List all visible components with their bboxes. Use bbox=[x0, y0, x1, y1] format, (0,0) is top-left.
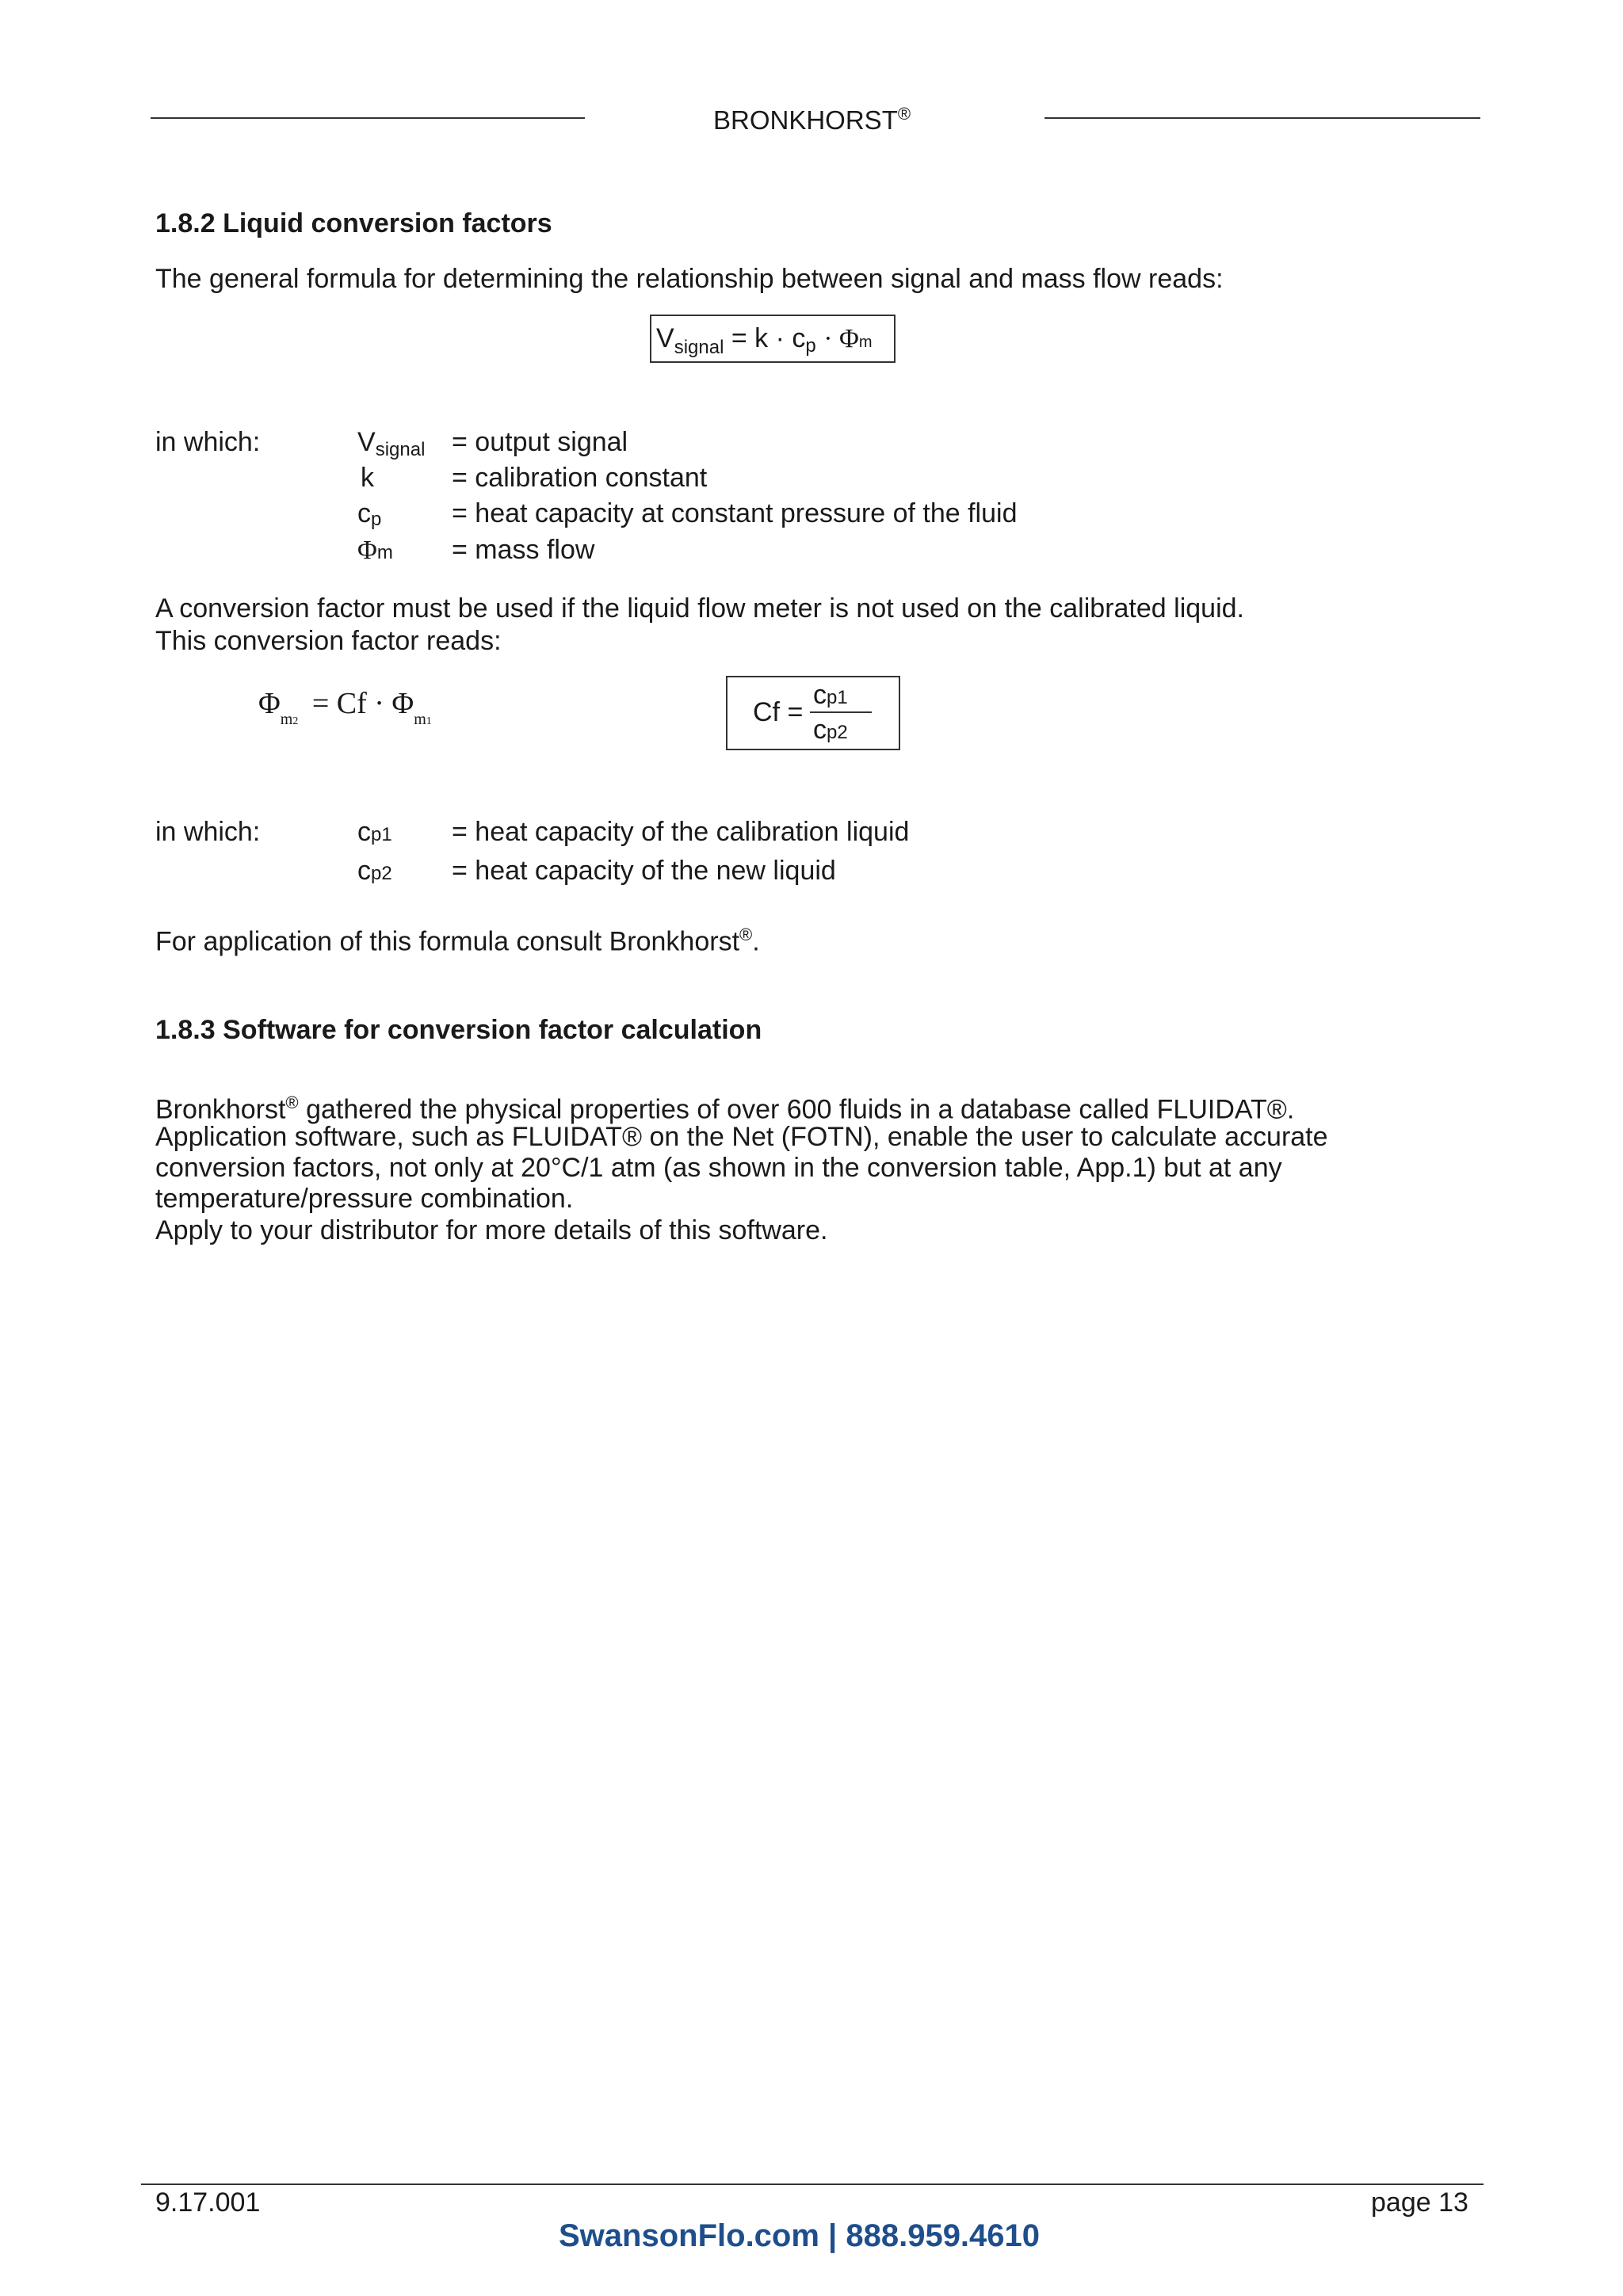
cf-label: Cf = bbox=[753, 697, 804, 727]
def-symbol-cp: cp bbox=[357, 498, 382, 530]
def2-symbol-cp1: cp1 bbox=[357, 817, 392, 847]
def-desc-calibration-constant: = calibration constant bbox=[452, 463, 708, 493]
def2-symbol-cp2: cp2 bbox=[357, 856, 392, 886]
header-rule-right bbox=[1044, 117, 1480, 119]
software-reg-mark: ® bbox=[285, 1093, 299, 1112]
software-line-2: Application software, such as FLUIDAT® on the Net (FOTN), enable the user to calculate accurate bbox=[155, 1122, 1328, 1152]
document-number: 9.17.001 bbox=[155, 2187, 261, 2218]
def-symbol-phi-m: Φm bbox=[357, 536, 393, 565]
intro-paragraph: The general formula for determining the relationship between signal and mass flow reads: bbox=[155, 264, 1224, 294]
cf-numerator: cp1 bbox=[813, 680, 848, 710]
conversion-paragraph-1: A conversion factor must be used if the liquid flow meter is not used on the calibrated liquid. bbox=[155, 593, 1244, 624]
formula-m-sub: m bbox=[858, 334, 873, 351]
def-desc-mass-flow: = mass flow bbox=[452, 535, 595, 565]
fraction-bar bbox=[810, 711, 872, 713]
header-title bbox=[713, 98, 911, 136]
def-symbol-k: k bbox=[361, 463, 374, 493]
software-line-5: Apply to your distributor for more details of this software. bbox=[155, 1215, 828, 1245]
formula-k-c: = k · c bbox=[731, 323, 806, 353]
section-heading-1-8-2: 1.8.2 Liquid conversion factors bbox=[155, 208, 552, 238]
footer-website-link[interactable]: SwansonFlo.com | 888.959.4610 bbox=[559, 2218, 1041, 2253]
formula-v: V bbox=[656, 323, 674, 353]
consult-paragraph: For application of this formula consult Bronkhorst®. bbox=[155, 925, 760, 957]
header-reg-mark: ® bbox=[897, 104, 911, 124]
formula-phi: · Φ bbox=[823, 324, 859, 353]
consult-reg-mark: ® bbox=[739, 925, 753, 944]
cf-formula-box bbox=[726, 676, 900, 750]
software-line-1: Bronkhorst® gathered the physical properties of over 600 fluids in a database called FLUIDAT®. bbox=[155, 1093, 1295, 1125]
def-desc-output-signal: = output signal bbox=[452, 427, 628, 457]
def2-desc-calibration-liquid: = heat capacity of the calibration liquid bbox=[452, 817, 910, 847]
header-rule-left bbox=[151, 117, 585, 119]
signal-formula-box bbox=[650, 315, 896, 363]
formula-p-sub: p bbox=[805, 335, 816, 357]
def-desc-heat-capacity: = heat capacity at constant pressure of the fluid bbox=[452, 498, 1018, 528]
software-line-3: conversion factors, not only at 20°C/1 atm (as shown in the conversion table, App.1) but at any bbox=[155, 1153, 1282, 1183]
page-number: page 13 bbox=[1371, 2187, 1468, 2218]
formula-v-sub: signal bbox=[674, 337, 724, 358]
software-line-4: temperature/pressure combination. bbox=[155, 1184, 574, 1214]
footer-rule bbox=[141, 2183, 1484, 2185]
def-symbol-vsignal: Vsignal bbox=[357, 427, 426, 460]
in-which-label-2: in which: bbox=[155, 817, 261, 847]
section-heading-1-8-3: 1.8.3 Software for conversion factor calculation bbox=[155, 1015, 762, 1045]
def2-desc-new-liquid: = heat capacity of the new liquid bbox=[452, 856, 836, 886]
signal-formula bbox=[656, 322, 873, 358]
cf-denominator: cp2 bbox=[813, 715, 848, 745]
header-brand: BRONKHORST bbox=[713, 105, 898, 135]
in-which-label: in which: bbox=[155, 427, 261, 457]
conversion-equation: $\Phi_{m2} = Cf \cdot \Phi_{m1}$ bbox=[258, 687, 432, 728]
conversion-paragraph-2: This conversion factor reads: bbox=[155, 626, 502, 656]
